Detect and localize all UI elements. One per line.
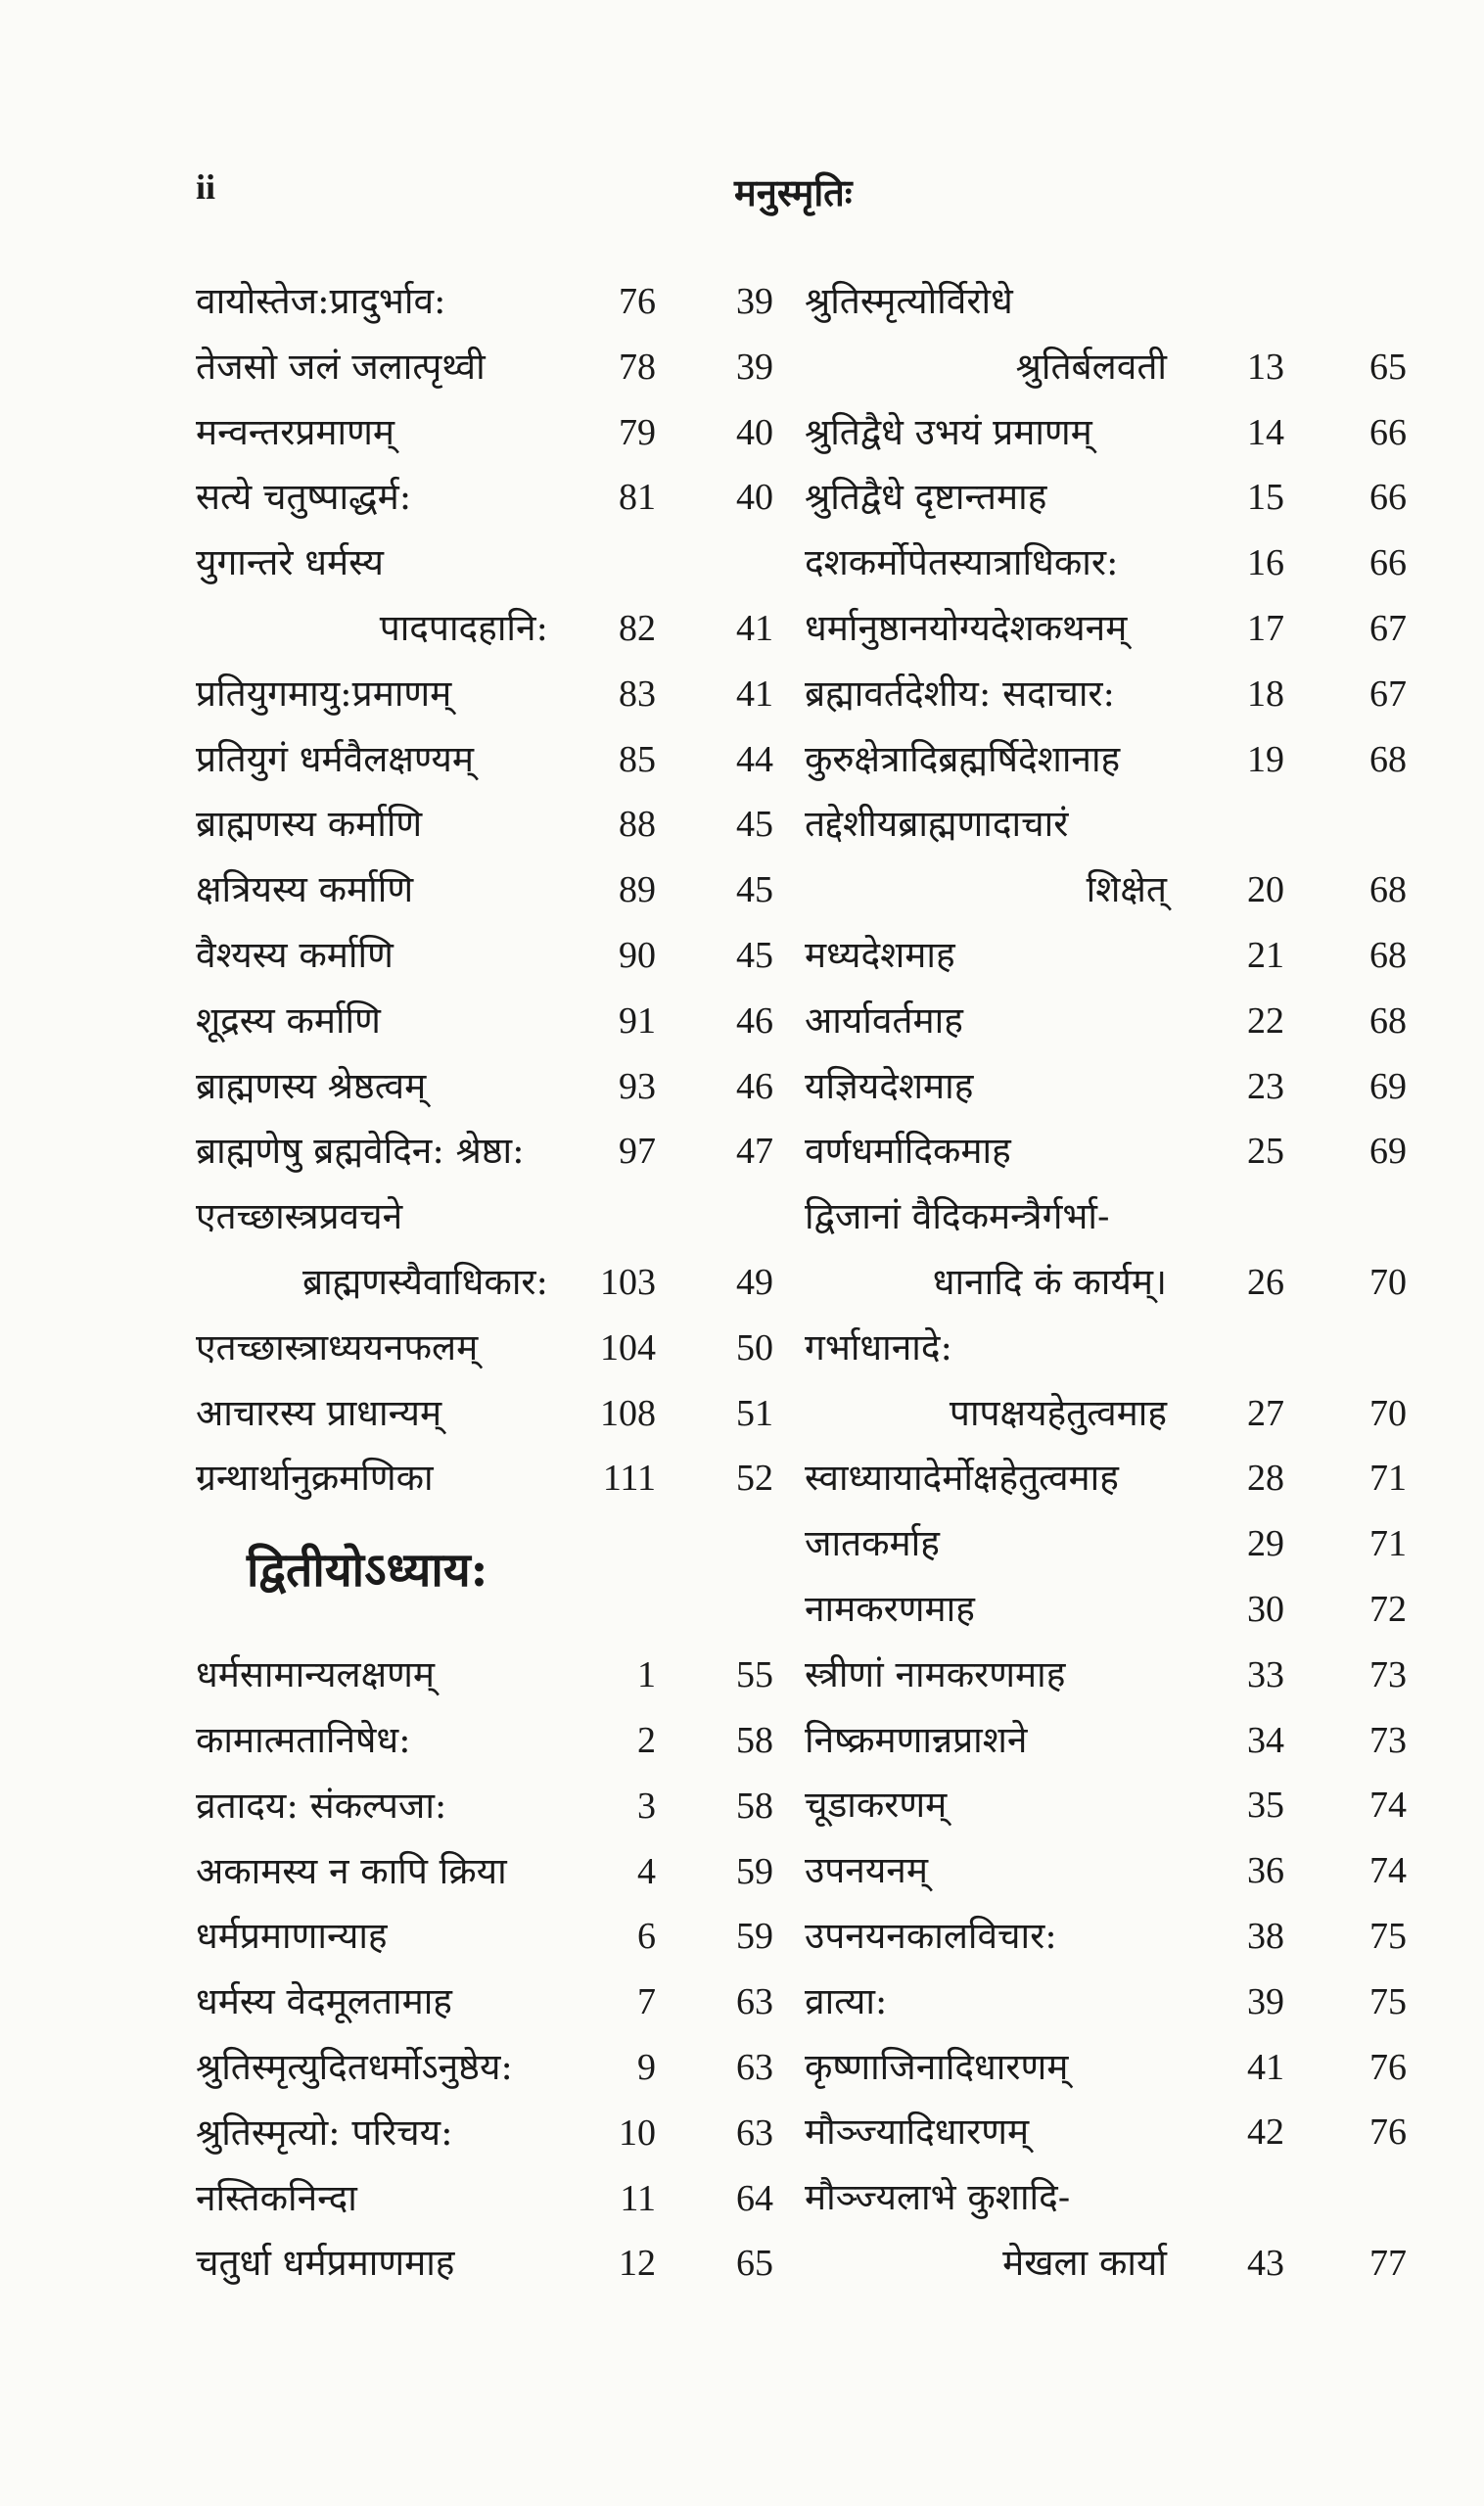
entry-title: चतुर्धा धर्मप्रमाणमाह [196, 2242, 455, 2285]
verse-number: 108 [600, 1392, 656, 1434]
index-entry [196, 1708, 783, 1774]
verse-number: 104 [600, 1326, 656, 1369]
index-entry [805, 1054, 1412, 1120]
index-entry [805, 1708, 1412, 1774]
entry-title: तेजसो जलं जलात्पृथ्वी [196, 345, 486, 388]
chapter-heading: द्वितीयोऽध्याय: [247, 1543, 488, 1599]
page-reference: 70 [1369, 1261, 1407, 1303]
index-entry [196, 2035, 783, 2101]
entry-title: श्रुतिद्वैधे उभयं प्रमाणम् [805, 410, 1092, 453]
index-entry [805, 531, 1412, 596]
index-entry [196, 1250, 783, 1316]
verse-number: 17 [1247, 607, 1284, 649]
index-entry [196, 1381, 783, 1447]
entry-title: वायोस्तेज:प्रादुर्भाव: [196, 280, 446, 322]
verse-number: 30 [1247, 1588, 1284, 1630]
page-reference: 69 [1369, 1131, 1407, 1173]
index-entry [196, 1446, 783, 1511]
verse-number: 29 [1247, 1523, 1284, 1565]
page-reference: 39 [736, 281, 773, 322]
verse-number: 89 [619, 869, 656, 911]
verse-number: 22 [1247, 999, 1284, 1042]
entry-title: ब्राह्मणस्यैवाधिकार: [301, 1260, 548, 1303]
verse-number: 26 [1247, 1261, 1284, 1303]
entry-title: ब्रह्मावर्तदेशीय: सदाचार: [805, 672, 1116, 715]
page-reference: 47 [736, 1131, 773, 1173]
page-header [0, 166, 1484, 225]
verse-number: 42 [1247, 2112, 1284, 2154]
verse-number: 39 [1247, 1980, 1284, 2022]
page-reference: 72 [1369, 1588, 1407, 1630]
verse-number: 6 [637, 1916, 656, 1958]
page-reference: 44 [736, 738, 773, 780]
entry-title: पादपादहानि: [379, 606, 548, 649]
verse-number: 35 [1247, 1785, 1284, 1827]
verse-number: 76 [619, 281, 656, 322]
verse-number: 4 [637, 1850, 656, 1892]
verse-number: 93 [619, 1065, 656, 1107]
entry-title: मेखला कार्या [1002, 2241, 1167, 2284]
index-entry [805, 792, 1412, 858]
page-reference: 74 [1369, 1850, 1407, 1892]
index-entry [805, 596, 1412, 662]
page-reference: 45 [736, 804, 773, 846]
entry-title: प्रतियुगं धर्मवैलक्षण्यम् [196, 737, 475, 780]
index-entry [196, 989, 783, 1054]
entry-title: प्रतियुगमायु:प्रमाणम् [196, 672, 452, 715]
verse-number: 13 [1247, 346, 1284, 388]
index-entry [196, 465, 783, 531]
verse-number: 18 [1247, 673, 1284, 715]
entry-title: पापक्षयहेतुत्वमाह [949, 1391, 1167, 1434]
page-reference: 63 [736, 2112, 773, 2154]
entry-title: व्रतादय: संकल्पजा: [196, 1784, 447, 1827]
page-number: ii [196, 167, 216, 207]
entry-title: श्रुतिस्मृत्योर्विरोधे [805, 280, 1013, 322]
index-entry [805, 465, 1412, 531]
index-entry [196, 1643, 783, 1708]
page-reference: 73 [1369, 1653, 1407, 1695]
entry-title: श्रुतिर्बलवती [1015, 345, 1167, 388]
entry-title: आचारस्य प्राधान्यम् [196, 1391, 442, 1434]
left-entries-part2 [196, 1643, 783, 2297]
entry-title: श्रुतिस्मृत्युदितधर्मोऽनुष्ठेय: [196, 2045, 513, 2088]
entry-title: धर्मसामान्यलक्षणम् [196, 1653, 436, 1696]
page-reference: 41 [736, 673, 773, 715]
verse-number: 78 [619, 346, 656, 388]
page-reference: 41 [736, 607, 773, 649]
page-reference: 59 [736, 1850, 773, 1892]
page-reference: 69 [1369, 1065, 1407, 1107]
index-entry [805, 858, 1412, 923]
index-entry [196, 1316, 783, 1381]
index-entry [805, 1446, 1412, 1511]
page-reference: 51 [736, 1392, 773, 1434]
verse-number: 23 [1247, 1065, 1284, 1107]
entry-title: एतच्छास्त्रप्रवचने [196, 1195, 403, 1238]
entry-title: नामकरणमाह [805, 1587, 975, 1630]
verse-number: 41 [1247, 2046, 1284, 2088]
index-entry [805, 1970, 1412, 2035]
verse-number: 12 [619, 2243, 656, 2285]
verse-number: 33 [1247, 1653, 1284, 1695]
index-entry [196, 858, 783, 923]
entry-title: आर्यावर्तमाह [805, 998, 963, 1042]
verse-number: 111 [602, 1458, 656, 1500]
verse-number: 103 [600, 1261, 656, 1303]
index-entry [805, 1119, 1412, 1184]
verse-number: 19 [1247, 738, 1284, 780]
page-reference: 73 [1369, 1719, 1407, 1761]
entry-title: मध्यदेशमाह [805, 933, 955, 976]
left-entries-part1 [196, 269, 783, 1511]
entry-title: दशकर्मोपेतस्यात्राधिकार: [805, 541, 1119, 584]
verse-number: 7 [637, 1981, 656, 2023]
page-reference: 49 [736, 1261, 773, 1303]
entry-title: मन्वन्तरप्रमाणम् [196, 410, 395, 453]
entry-title: स्वाध्यायादेर्मोक्षहेतुत्वमाह [805, 1457, 1119, 1500]
index-entry [196, 400, 783, 466]
page-reference: 76 [1369, 2046, 1407, 2088]
page-reference: 65 [1369, 346, 1407, 388]
index-entry [196, 727, 783, 793]
index-entry [196, 923, 783, 989]
running-title: मनुस्मृतिः [734, 170, 853, 214]
verse-number: 27 [1247, 1392, 1284, 1434]
entry-title: द्विजानां वैदिकमन्त्रैर्गर्भा- [805, 1195, 1110, 1238]
page-reference: 63 [736, 1981, 773, 2023]
entry-title: शूद्रस्य कर्माणि [196, 998, 381, 1042]
page-reference: 55 [736, 1654, 773, 1696]
index-entry [196, 531, 783, 596]
page-reference: 52 [736, 1458, 773, 1500]
entry-title: श्रुतिद्वैधे दृष्टान्तमाह [805, 476, 1047, 519]
entry-title: कामात्मतानिषेध: [196, 1718, 411, 1761]
index-entry [196, 335, 783, 400]
entry-title: धर्मानुष्ठानयोग्यदेशकथनम् [805, 606, 1128, 649]
index-entry [805, 1773, 1412, 1838]
verse-number: 28 [1247, 1458, 1284, 1500]
entry-title: चूडाकरणम् [805, 1784, 948, 1827]
verse-number: 9 [637, 2046, 656, 2088]
entry-title: वैश्यस्य कर्माणि [196, 933, 394, 976]
left-column [196, 269, 783, 2297]
entry-title: श्रुतिस्मृत्यो: परिचय: [196, 2111, 453, 2154]
verse-number: 20 [1247, 869, 1284, 911]
entry-title: ब्राह्मणस्य कर्माणि [196, 803, 423, 846]
index-entry [196, 596, 783, 662]
page-reference: 46 [736, 999, 773, 1042]
index-entry [196, 2231, 783, 2297]
entry-title: ब्राह्मणस्य श्रेष्ठत्वम् [196, 1064, 427, 1107]
verse-number: 21 [1247, 934, 1284, 976]
index-entry [196, 2101, 783, 2166]
verse-number: 90 [619, 934, 656, 976]
index-entry [196, 1774, 783, 1839]
entry-title: तद्देशीयब्राह्मणादाचारं [805, 803, 1069, 846]
entry-title: युगान्तरे धर्मस्य [196, 541, 384, 584]
page-reference: 68 [1369, 869, 1407, 911]
index-entry [805, 1643, 1412, 1708]
verse-number: 97 [619, 1131, 656, 1173]
entry-title: स्त्रीणां नामकरणमाह [805, 1652, 1066, 1695]
page-reference: 68 [1369, 738, 1407, 780]
page-reference: 70 [1369, 1392, 1407, 1434]
index-entry [196, 269, 783, 335]
verse-number: 38 [1247, 1915, 1284, 1957]
index-entry [196, 1970, 783, 2035]
entry-title: एतच्छास्त्राध्ययनफलम् [196, 1325, 479, 1369]
index-entry [805, 662, 1412, 727]
page-reference: 71 [1369, 1458, 1407, 1500]
entry-title: ग्रन्थार्थानुक्रमणिका [196, 1457, 434, 1500]
index-entry [805, 2165, 1412, 2231]
index-entry [805, 1904, 1412, 1970]
index-entry [805, 1316, 1412, 1381]
entry-title: अकामस्य न कापि क्रिया [196, 1849, 507, 1892]
entry-title: शिक्षेत् [1086, 868, 1167, 911]
entry-title: मौञ्ज्यादिधारणम् [805, 2111, 1030, 2154]
index-entry [196, 1184, 783, 1250]
entry-title: व्रात्या: [805, 1979, 888, 2022]
entry-title: कुरुक्षेत्रादिब्रह्मर्षिदेशानाह [805, 737, 1121, 780]
verse-number: 79 [619, 411, 656, 453]
verse-number: 16 [1247, 542, 1284, 584]
verse-number: 34 [1247, 1719, 1284, 1761]
entry-title: वर्णधर्मादिकमाह [805, 1130, 1011, 1173]
verse-number: 11 [620, 2177, 656, 2219]
page-reference: 58 [736, 1785, 773, 1827]
verse-number: 10 [619, 2112, 656, 2154]
page-reference: 39 [736, 346, 773, 388]
verse-number: 85 [619, 738, 656, 780]
page-reference: 40 [736, 477, 773, 519]
index-entry [196, 1904, 783, 1970]
page-reference: 63 [736, 2046, 773, 2088]
page-reference: 66 [1369, 542, 1407, 584]
entry-title: धर्मप्रमाणान्याह [196, 1915, 388, 1958]
index-entry [805, 2100, 1412, 2165]
entry-title: कृष्णाजिनादिधारणम् [805, 2045, 1069, 2088]
page-reference: 75 [1369, 1980, 1407, 2022]
index-entry [805, 1577, 1412, 1643]
verse-number: 82 [619, 607, 656, 649]
page-reference: 66 [1369, 411, 1407, 453]
index-entry [805, 2035, 1412, 2101]
verse-number: 83 [619, 673, 656, 715]
verse-number: 36 [1247, 1850, 1284, 1892]
page-reference: 67 [1369, 673, 1407, 715]
verse-number: 25 [1247, 1131, 1284, 1173]
index-entry [196, 2166, 783, 2232]
verse-number: 14 [1247, 411, 1284, 453]
entry-title: मौञ्ज्यलाभे कुशादि- [805, 2176, 1071, 2219]
verse-number: 15 [1247, 477, 1284, 519]
entry-title: यज्ञियदेशमाह [805, 1064, 974, 1107]
entry-title: उपनयनकालविचार: [805, 1914, 1057, 1957]
index-entry [805, 269, 1412, 335]
index-entry [805, 1184, 1412, 1250]
page-reference: 68 [1369, 999, 1407, 1042]
entry-title: धर्मस्य वेदमूलतामाह [196, 1980, 452, 2023]
index-entry [805, 923, 1412, 989]
index-entry [196, 662, 783, 727]
page-reference: 68 [1369, 934, 1407, 976]
entry-title: उपनयनम् [805, 1849, 928, 1892]
index-entry [196, 1839, 783, 1905]
index-entry [805, 1838, 1412, 1904]
index-entry [805, 1250, 1412, 1316]
right-column [805, 269, 1412, 2297]
index-entry [805, 400, 1412, 466]
index-entry [805, 1381, 1412, 1447]
page-reference: 40 [736, 411, 773, 453]
entry-title: ब्राह्मणेषु ब्रह्मवेदिन: श्रेष्ठा: [196, 1130, 525, 1173]
verse-number: 91 [619, 999, 656, 1042]
page-reference: 58 [736, 1719, 773, 1761]
page-reference: 50 [736, 1326, 773, 1369]
page-reference: 59 [736, 1916, 773, 1958]
entry-title: सत्ये चतुष्पाद्धर्म: [196, 476, 412, 519]
page-reference: 67 [1369, 607, 1407, 649]
entry-title: क्षत्रियस्य कर्माणि [196, 868, 414, 911]
entry-title: निष्क्रमणान्नप्राशने [805, 1718, 1028, 1761]
verse-number: 3 [637, 1785, 656, 1827]
page-reference: 64 [736, 2177, 773, 2219]
verse-number: 43 [1247, 2242, 1284, 2284]
index-entry [196, 1119, 783, 1184]
page-reference: 66 [1369, 477, 1407, 519]
index-entry [805, 1511, 1412, 1577]
page-reference: 76 [1369, 2112, 1407, 2154]
entry-title: धानादि कं कार्यम्। [932, 1260, 1167, 1303]
index-entry [805, 989, 1412, 1054]
entry-title: जातकर्माह [805, 1522, 940, 1565]
page-reference: 71 [1369, 1523, 1407, 1565]
index-entry [196, 1054, 783, 1120]
index-entry [196, 792, 783, 858]
index-entry [805, 2231, 1412, 2297]
page-reference: 75 [1369, 1915, 1407, 1957]
page-reference: 45 [736, 934, 773, 976]
index-entry [805, 335, 1412, 400]
verse-number: 1 [637, 1654, 656, 1696]
entry-title: गर्भाधानादे: [805, 1325, 952, 1369]
entry-title: नस्तिकनिन्दा [196, 2176, 357, 2219]
verse-number: 81 [619, 477, 656, 519]
verse-number: 88 [619, 804, 656, 846]
page-reference: 45 [736, 869, 773, 911]
page-reference: 77 [1369, 2242, 1407, 2284]
page-reference: 74 [1369, 1785, 1407, 1827]
page-reference: 65 [736, 2243, 773, 2285]
page-reference: 46 [736, 1065, 773, 1107]
index-entry [805, 727, 1412, 793]
verse-number: 2 [637, 1719, 656, 1761]
